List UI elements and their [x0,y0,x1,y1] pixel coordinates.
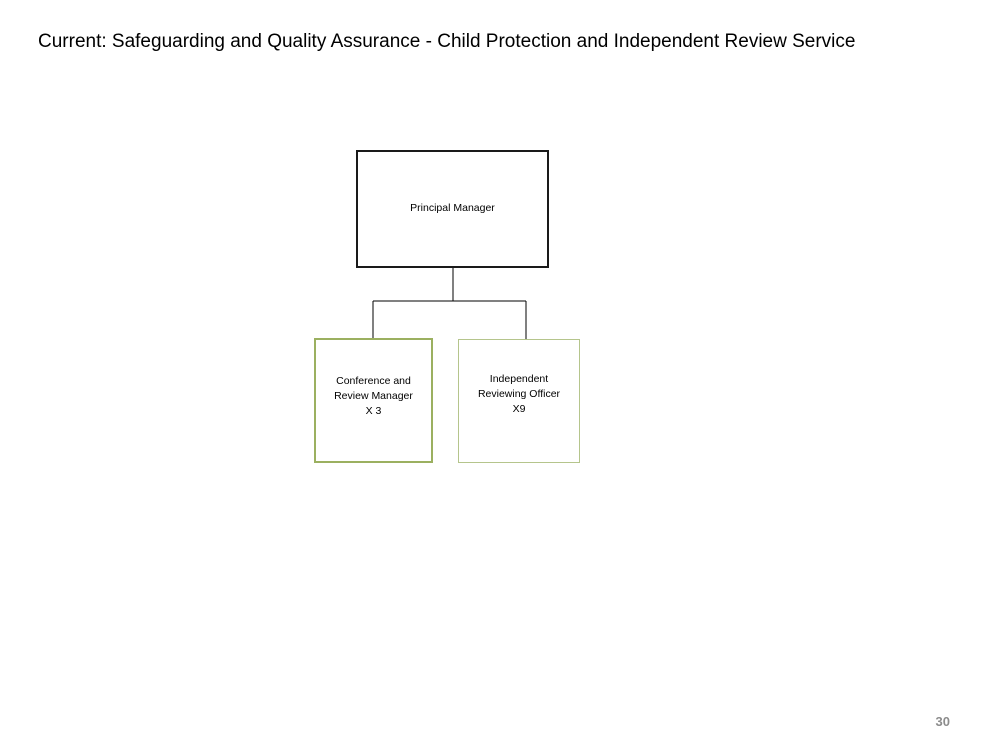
conference-review-manager-label: Conference and Review Manager X 3 [334,375,413,417]
slide-title: Current: Safeguarding and Quality Assurance - Child Protection and Independent Review Service [38,31,856,52]
page-number: 30 [935,714,950,729]
principal-manager-label: Principal Manager [410,201,495,214]
independent-reviewing-officer-box [458,339,580,463]
principal-manager-box [356,150,549,268]
independent-reviewing-officer-label: Independent Reviewing Officer X9 [477,373,561,415]
conference-review-manager-box [314,338,433,463]
